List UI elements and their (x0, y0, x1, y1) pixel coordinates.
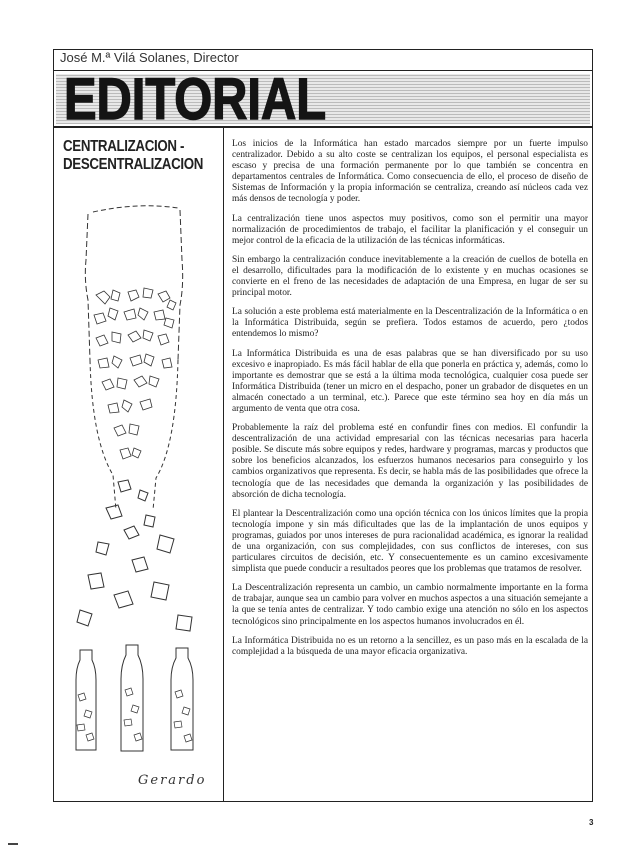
paragraph: Los inicios de la Informática han estado marcados siempre por un fuerte impulso centralizador. Debido a su alto coste se centralizan los equipos, el personal especialista es escaso y precisa de una formación permanente por lo que también se concentra en departamentos centrales de Informática. Como consecuencia de ello, el proceso de diseño de Sistemas de Información y la propia información se centraliza, creando así núcleos cada vez más densos de tecnología y poder. (232, 139, 588, 205)
paragraph: La centralización tiene unos aspectos muy positivos, como son el permitir una mayor normalización de procedimientos de trabajo, el facilitar la planificación y el conseguir un mejor control de la eficacia de la utilización de las técnicas informáticas. (232, 213, 588, 246)
article-body (232, 139, 588, 666)
headline-line-1: CENTRALIZACION - (63, 138, 185, 155)
artist-signature: Gerardo (138, 773, 207, 788)
paragraph: Probablemente la raíz del problema esté en confundir fines con medios. El confundir la descentralización de una actividad empresarial con las técnicas necesarias para hacerla posible. Se discute más sobre equipos y redes, hardware y programas, marcas y productos que sobre los beneficios alcanzados, los esfuerzos humanos necesarios para conseguirlo y los cambios organizativos que representa. Es decir, se habla más de las posibilidades que ofrece la tecnología que de las necesidades que demanda la organización y las posibilidades de absorción de dicha tecnología. (232, 423, 588, 500)
paragraph: La Informática Distribuida es una de esas palabras que se han diversificado por su uso excesivo e inapropiado. Es más fácil hablar de ella que ponerla en práctica y, además, como lo importante es demostrar que se está a la última moda tecnológica, cualquier cosa puede ser Informática Distribuida (tener un micro en el despacho, poner un grabador de disquetes en un almacén conectado a un terminal, etc.). Parece que este término sea hoy en día más un argumento de venta que otra cosa. (232, 348, 588, 414)
scan-mark (8, 843, 18, 845)
article-headline (63, 138, 204, 174)
paragraph: La Descentralización representa un cambio, un cambio normalmente importante en la forma de trabajar, aunque sea un cambio para volver en muchos aspectos a una situación semejante a la que se tenía antes de centralizar. Y todo cambio exige una atención no sólo en los aspectos tecnológicos sino principalmente en los aspectos humanos involucrados en él. (232, 583, 588, 627)
paragraph: El plantear la Descentralización como una opción técnica con los únicos límites que la propia tecnología impone y sin más dificultades que las de la implantación de unos equipos y programas, guiados por unos intereses de pura racionalidad académica, es ignorar la realidad de una organización, con sus complejidades, con sus conflictos de intereses, con sus particulares circuitos de decisión, etc. Y consecuentemente es un camino excesivamente simplista que puede conducir a resultados peores que los problemas que tratamos de resolver. (232, 508, 588, 575)
header-rule (53, 70, 593, 71)
author-line: José M.ª Vilá Solanes, Director (60, 50, 239, 65)
editorial-masthead (56, 74, 590, 124)
headline-line-2: DESCENTRALIZACION (63, 156, 204, 173)
paragraph: Sin embargo la centralización conduce inevitablemente a la creación de cuellos de botella en el desarrollo, dificultades para la modificación de lo existente y en muchas ocasiones se convierte en el freno de las necesidades de adaptación de una Empresa, en lugar de ser su principal motor. (232, 254, 588, 299)
section-title: EDITORIAL (64, 74, 326, 124)
page-number: 3 (589, 818, 594, 827)
paragraph: La Informática Distribuida no es un retorno a la sencillez, es un paso más en la escalada de la complejidad a la búsqueda de una mayor eficacia organizativa. (232, 635, 588, 657)
paragraph: La solución a este problema está materialmente en la Descentralización de la Informática o en la Informática Distribuida, según se prefiera. Todos estamos de acuerdo, pero ¿todos entendemos lo mismo? (232, 307, 588, 340)
bottle-illustration (58, 190, 220, 800)
